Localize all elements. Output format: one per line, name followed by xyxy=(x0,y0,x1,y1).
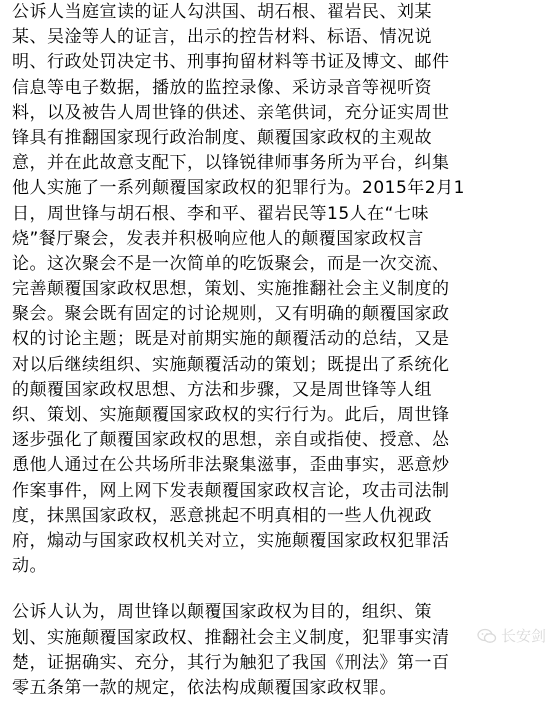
text-line: 楚，证据确实、充分，其行为触犯了我国《刑法》第一百 xyxy=(12,652,450,673)
wechat-logo-icon xyxy=(477,628,497,644)
paragraph-1 xyxy=(12,0,548,579)
text-line: 对以后继续组织、实施颠覆活动的策划；既提出了系统化 xyxy=(12,354,450,375)
document-body xyxy=(12,0,548,701)
text-line: 明、行政处罚决定书、刑事拘留材料等书证及博文、邮件 xyxy=(12,52,450,73)
text-line: 他人实施了一系列颠覆国家政权的犯罪行为。2015年2月1 xyxy=(12,178,465,199)
text-line: 划、实施颠覆国家政权、推翻社会主义制度，犯罪事实清 xyxy=(12,627,450,648)
text-line: 动。 xyxy=(12,556,47,577)
text-line: 某、吴淦等人的证言，出示的控告材料、标语、情况说 xyxy=(12,27,432,48)
text-line: 作案事件，网上网下发表颠覆国家政权言论，攻击司法制 xyxy=(12,480,450,501)
text-line: 料，以及被告人周世锋的供述、亲笔供词，充分证实周世 xyxy=(12,102,450,123)
text-line: 意，并在此故意支配下，以锋锐律师事务所为平台，纠集 xyxy=(12,153,450,174)
text-line: 锋具有推翻国家现行政治制度、颠覆国家政权的主观故 xyxy=(12,127,432,148)
text-line: 论。这次聚会不是一次简单的吃饭聚会，而是一次交流、 xyxy=(12,253,450,274)
text-line: 完善颠覆国家政权思想，策划、实施推翻社会主义制度的 xyxy=(12,279,450,300)
text-line: 的颠覆国家政权思想、方法和步骤，又是周世锋等人组 xyxy=(12,379,432,400)
paragraph-gap xyxy=(12,579,548,600)
text-line: 权的讨论主题；既是对前期实施的颠覆活动的总结，又是 xyxy=(12,329,450,350)
text-line: 度，抹黑国家政权，恶意挑起不明真相的一些人仇视政 xyxy=(12,505,432,526)
text-line: 公诉人当庭宣读的证人勾洪国、胡石根、翟岩民、刘某 xyxy=(12,2,432,22)
watermark xyxy=(477,625,546,646)
watermark-text: 长安剑 xyxy=(500,627,546,645)
text-line: 恿他人通过在公共场所非法聚集滋事，歪曲事实，恶意炒 xyxy=(12,455,450,476)
text-line: 信息等电子数据，播放的监控录像、采访录音等视听资 xyxy=(12,77,432,98)
text-line: 零五条第一款的规定，依法构成颠覆国家政权罪。 xyxy=(12,677,397,698)
text-line: 逐步强化了颠覆国家政权的思想，亲自或指使、授意、怂 xyxy=(12,430,450,451)
text-line: 烧”餐厅聚会，发表并积极响应他人的颠覆国家政权言 xyxy=(12,228,424,249)
text-line: 聚会。聚会既有固定的讨论规则，又有明确的颠覆国家政 xyxy=(12,304,450,325)
text-line: 公诉人认为，周世锋以颠覆国家政权为目的，组织、策 xyxy=(12,602,432,623)
text-line: 织、策划、实施颠覆国家政权的实行行为。此后，周世锋 xyxy=(12,405,450,425)
paragraph-2 xyxy=(12,600,548,701)
text-line: 府，煽动与国家政权机关对立，实施颠覆国家政权犯罪活 xyxy=(12,530,450,551)
text-line: 日，周世锋与胡石根、李和平、翟岩民等15人在“七味 xyxy=(12,203,429,224)
